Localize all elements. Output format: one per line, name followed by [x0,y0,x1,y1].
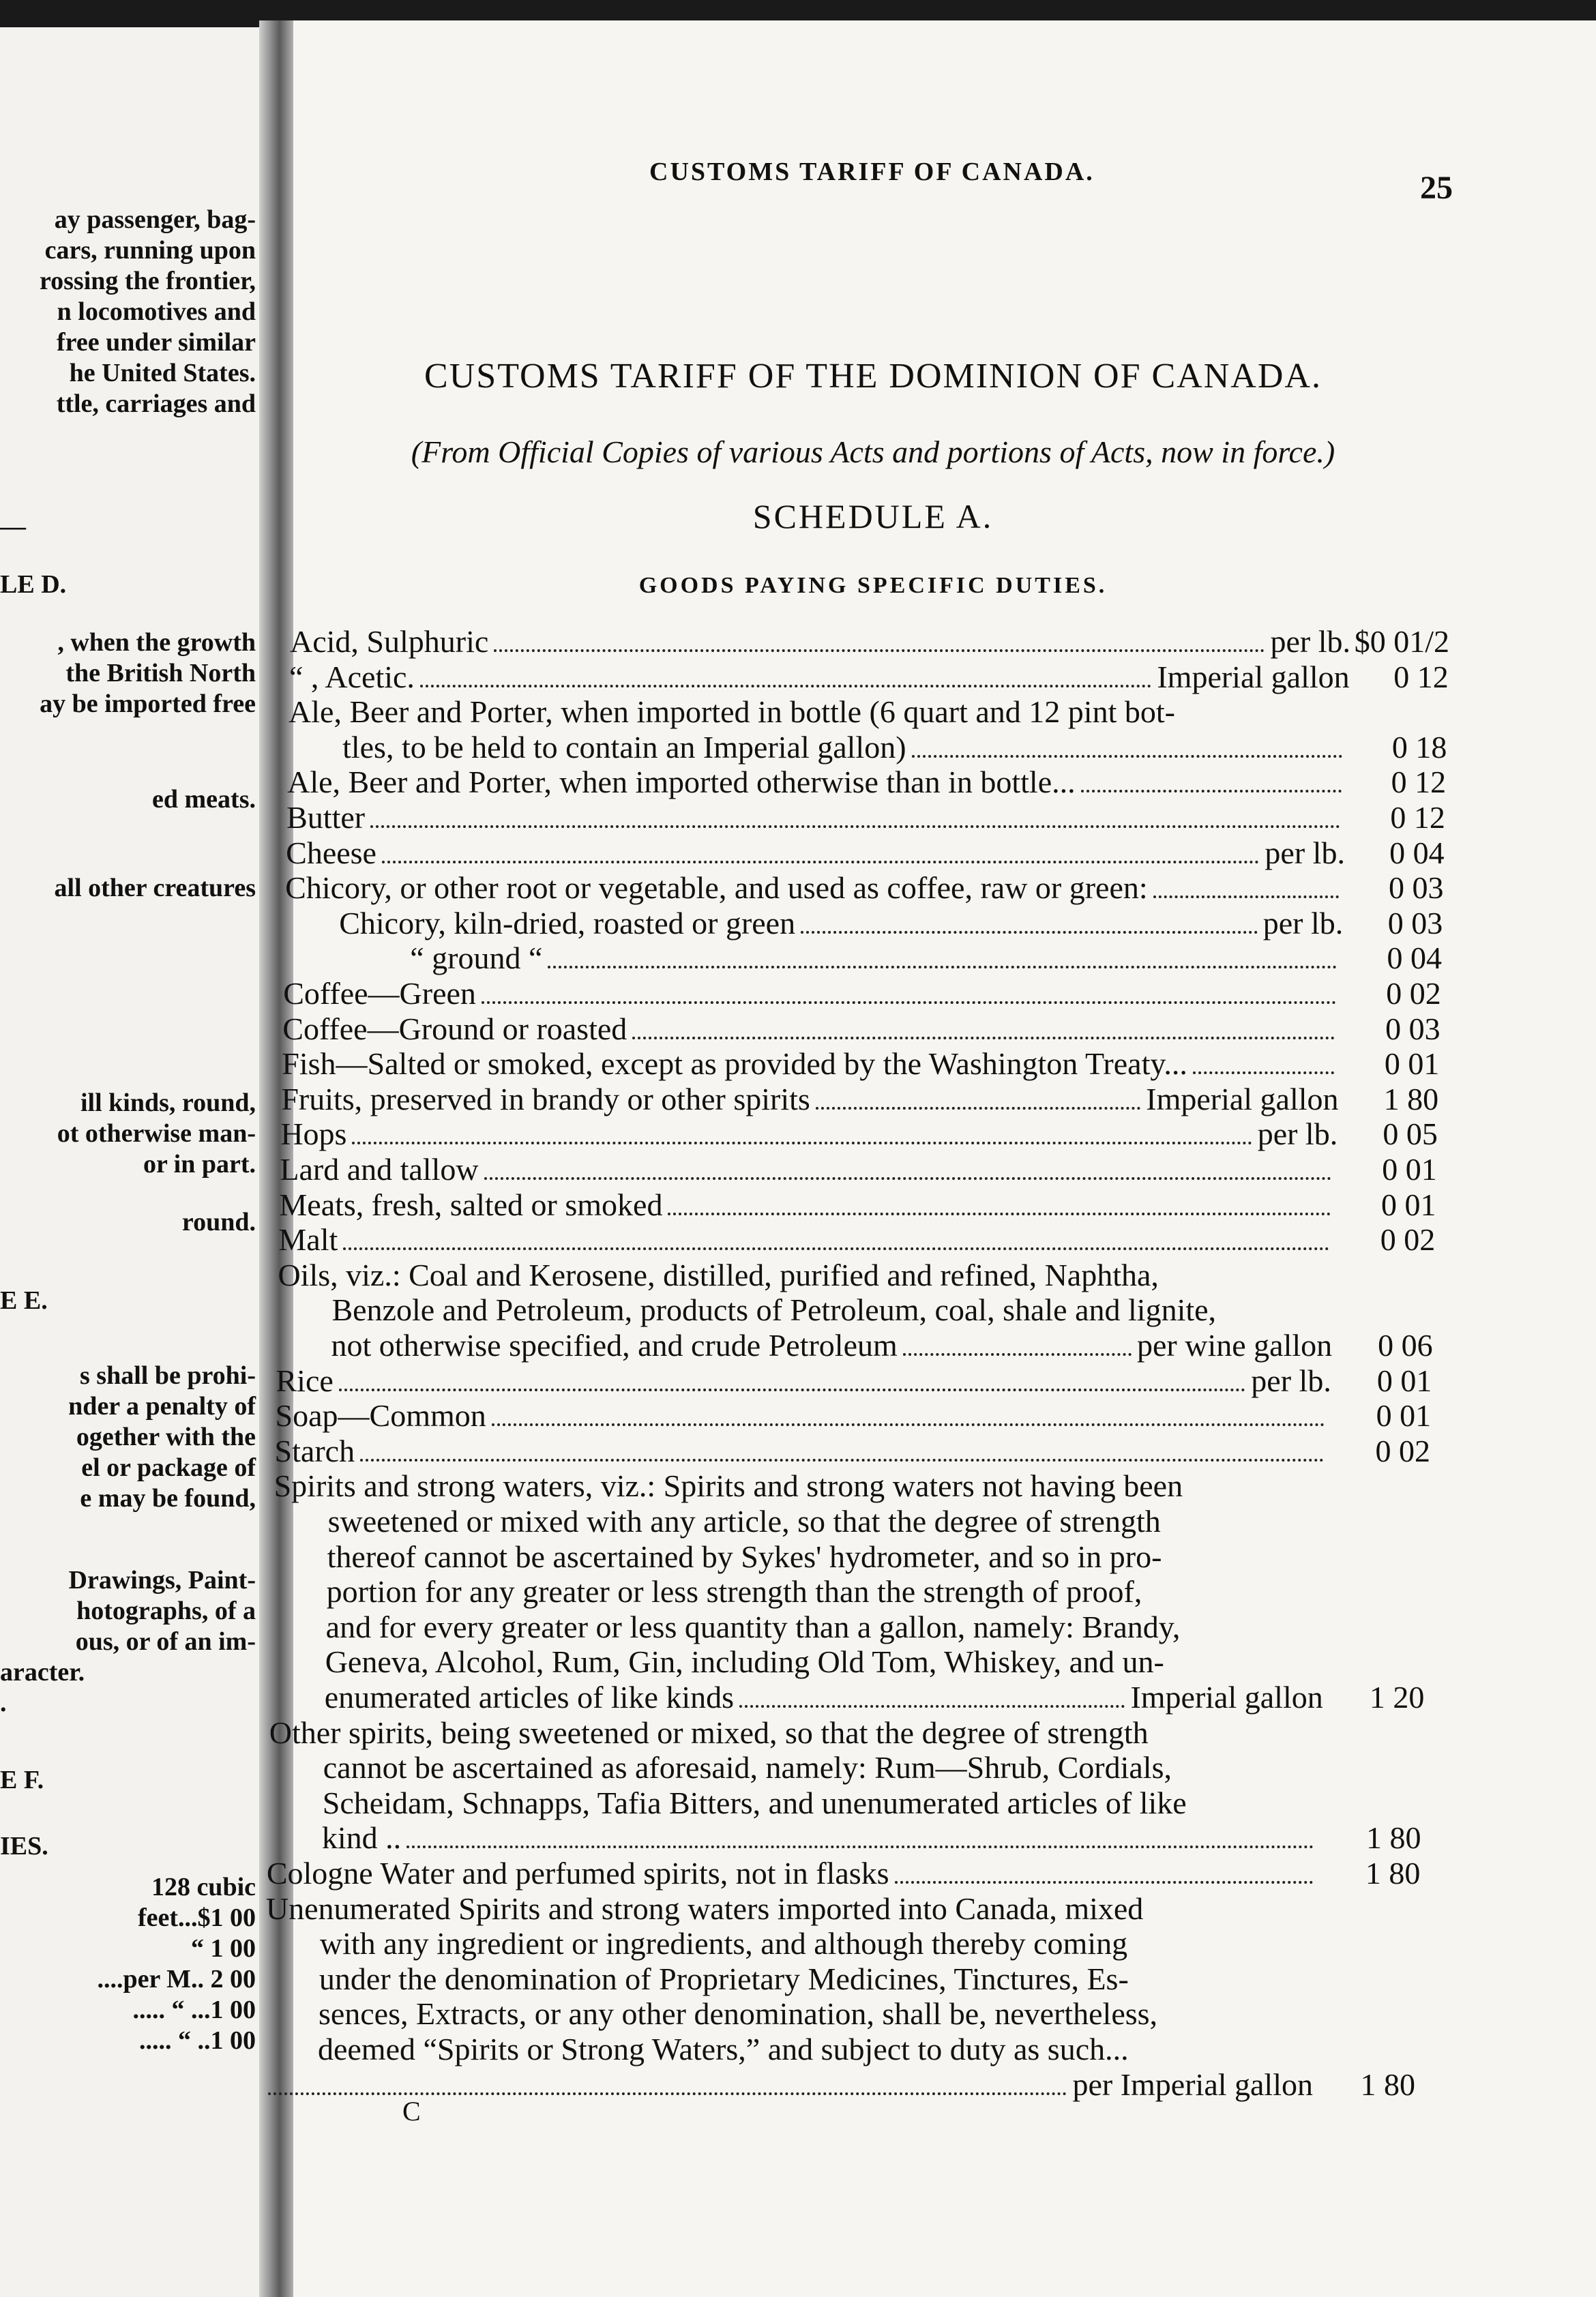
entry-duty: 0 04 [1389,835,1445,870]
entry-text: “ , Acetic. [289,659,415,694]
left-page-line: he United States. [69,359,256,387]
entry-duty: 1 80 [1366,1820,1421,1856]
left-page-line: E F. [0,1766,44,1794]
entry-text: Fish—Salted or smoked, except as provided by the Washington Treaty... [282,1046,1187,1082]
tariff-entry [0,1363,1596,1399]
left-page-line: el or package of [81,1453,256,1482]
entry-text: tles, to be held to contain an Imperial gallon) [342,729,906,765]
tariff-entry [0,1856,1596,1891]
entry-text: “ ground “ [410,940,543,976]
left-page-line: ..... “ ..1 00 [139,2026,256,2055]
entry-description [283,976,1341,1012]
entry-duty: 0 06 [1378,1328,1433,1363]
entry-text: Butter [286,800,366,835]
tariff-entry [0,1468,1596,1504]
tariff-entry [0,1011,1596,1047]
entry-text: Cologne Water and perfumed spirits, not in flasks [266,1856,889,1891]
tariff-entry [0,1891,1596,1927]
entry-duty: 1 20 [1369,1680,1425,1715]
page-title: CUSTOMS TARIFF OF THE DOMINION OF CANADA. [424,357,1322,396]
entry-description [285,870,1344,906]
entry-text: Other spirits, being sweetened or mixed, so that the degree of strength [269,1715,1149,1750]
entry-unit: per Imperial gallon [1072,2066,1313,2102]
tariff-entry [0,1328,1596,1363]
entry-text: Unenumerated Spirits and strong waters imported into Canada, mixed [265,1891,1144,1926]
entry-text: Chicory, kiln-dried, roasted or green [339,905,796,940]
entry-text: Ale, Beer and Porter, when imported otherwise than in bottle... [287,765,1076,800]
entry-description [267,1856,1318,1892]
entry-text: portion for any greater or less strength than the strength of proof, [326,1574,1142,1610]
left-page-line: feet...$1 00 [137,1903,256,1932]
dot-leader [343,1247,1329,1250]
entry-text: Ale, Beer and Porter, when imported in bottle (6 quart and 12 pint bot- [289,694,1175,730]
left-page-line: s shall be prohi- [80,1361,256,1390]
entry-text: Hops [280,1116,347,1152]
entry-unit: per wine gallon [1137,1328,1333,1363]
entry-description [280,1116,1338,1153]
entry-duty: 0 02 [1375,1433,1430,1468]
entry-description [325,1680,1323,1716]
entry-description [286,800,1346,836]
tariff-entry [0,906,1596,941]
dot-leader [801,931,1258,934]
dot-leader [268,2092,1067,2095]
tariff-entry [0,730,1596,765]
left-page-line: ....per M.. 2 00 [97,1965,256,1994]
left-page-line: LE D. [0,570,67,599]
left-page-line: ed meats. [152,785,256,814]
dot-leader [1193,1071,1334,1074]
tariff-entry [0,1820,1596,1856]
entry-duty: 0 01 [1384,1046,1440,1082]
left-page-line: n locomotives and [57,297,256,326]
entry-duty: 0 01 [1382,1152,1437,1187]
entry-duty: 0 03 [1387,905,1443,940]
entry-text: Scheidam, Schnapps, Tafia Bitters, and unenumerated articles of like [322,1785,1187,1820]
left-page-line: all other creatures [54,874,256,902]
entry-description [279,1187,1335,1224]
entry-description [276,1363,1331,1399]
entry-duty: 0 18 [1391,729,1447,765]
dot-leader [632,1037,1335,1039]
dot-leader [492,1423,1325,1426]
entry-description [275,1434,1330,1470]
entry-text: Coffee—Green [283,976,476,1011]
left-page-line: ot otherwise man- [57,1119,256,1148]
entry-description [289,660,1350,696]
tariff-entry [0,1187,1596,1223]
entry-description [282,1011,1340,1048]
left-page-line: 128 cubic [151,1873,256,1901]
entry-duty: 0 03 [1388,870,1444,906]
left-page-line: ill kinds, round, [80,1088,256,1117]
entry-unit: per lb. [1265,835,1345,870]
entry-duty: 0 12 [1391,765,1447,800]
dot-leader [407,1846,1314,1848]
signature-mark: C [402,2096,421,2126]
entry-description [282,1046,1340,1082]
left-page-line: the British North [65,659,256,687]
tariff-entry [0,694,1596,730]
dot-leader [420,685,1151,687]
left-page-line: ogether with the [76,1423,256,1451]
entry-duty: 0 12 [1390,800,1445,835]
tariff-entry [0,1398,1596,1434]
entry-description [280,1152,1337,1188]
entry-text: sences, Extracts, or any other denomination, shall be, nevertheless, [318,1996,1158,2032]
entry-text: Starch [274,1433,355,1468]
entry-text: thereof cannot be ascertained by Sykes' hydrometer, and so in pro- [327,1539,1162,1574]
entry-unit: Imperial gallon [1146,1081,1339,1116]
entry-description [322,1820,1320,1856]
left-page-line: hotographs, of a [76,1597,256,1625]
entry-text: Soap—Common [275,1398,486,1434]
entry-description [281,1082,1338,1118]
entry-unit: per lb. [1270,624,1350,659]
entry-description [290,624,1350,660]
entry-description [342,730,1348,766]
tariff-entry [0,800,1596,835]
tariff-entry [0,940,1596,976]
entry-unit: per lb. [1257,1116,1338,1152]
left-page-line: E E. [0,1286,48,1315]
entry-description [339,906,1343,942]
left-page-line: . [0,1689,7,1717]
entry-text: Meats, fresh, salted or smoked [279,1187,663,1222]
entry-text: sweetened or mixed with any article, so that the degree of strength [327,1504,1161,1539]
dot-leader [382,861,1259,863]
tariff-entry [0,1644,1596,1680]
left-page-line: Drawings, Paint- [68,1566,256,1595]
left-page-line: ous, or of an im- [75,1627,256,1656]
entry-description [410,940,1342,977]
tariff-entry [0,1785,1596,1821]
tariff-entry [0,1082,1596,1117]
tariff-entry [0,624,1596,660]
entry-unit: Imperial gallon [1130,1680,1323,1715]
dot-leader [912,755,1342,758]
tariff-entry [0,1222,1596,1258]
entry-text: Acid, Sulphuric [290,624,489,659]
entry-text: Chicory, or other root or vegetable, and used as coffee, raw or green: [285,870,1148,906]
tariff-entry [0,1539,1596,1575]
left-page-line: ay be imported free [40,690,256,718]
entry-duty: $0 01/2 [1354,624,1449,659]
entry-duty: 1 80 [1365,1856,1421,1891]
entry-duty: 0 04 [1387,940,1443,976]
left-page-line: round. [181,1208,256,1236]
dot-leader [816,1107,1140,1110]
tariff-entry [0,1610,1596,1645]
schedule-heading: SCHEDULE A. [752,497,994,535]
entry-duty: 0 05 [1383,1116,1438,1152]
tariff-entry [0,2067,1596,2103]
entry-description [276,1398,1331,1434]
tariff-entry [0,2032,1596,2067]
dot-leader [494,649,1265,652]
entry-text: deemed “Spirits or Strong Waters,” and subject to duty as such... [317,2032,1129,2066]
entry-text: enumerated articles of like kinds [324,1680,735,1715]
dot-leader [1153,895,1339,898]
entry-text: Spirits and strong waters, viz.: Spirits and strong waters not having been [274,1468,1183,1504]
entry-text: Lard and tallow [280,1152,479,1187]
tariff-entry [0,1750,1596,1785]
tariff-entry [0,835,1596,871]
entry-duty: 0 02 [1380,1222,1436,1258]
tariff-entry [0,660,1596,695]
entry-text: Rice [276,1363,334,1398]
running-head: CUSTOMS TARIFF OF CANADA. [649,158,1095,186]
left-page-line: aracter. [0,1658,85,1687]
entry-text: Cheese [286,835,376,870]
entry-text: not otherwise specified, and crude Petroleum [331,1328,898,1363]
entry-duty: 0 12 [1393,659,1449,694]
tariff-entry [0,1680,1596,1715]
tariff-entry [0,1574,1596,1610]
left-page-line: ttle, carriages and [56,389,256,418]
tariff-entry [0,765,1596,800]
left-page-line: nder a penalty of [68,1392,256,1421]
dot-leader [739,1705,1125,1708]
dot-leader [352,1142,1252,1144]
left-page-line: IES. [0,1832,48,1861]
entry-text: Coffee—Ground or roasted [282,1011,627,1046]
entry-duty: 0 01 [1380,1187,1436,1222]
entry-text: Fruits, preserved in brandy or other spirits [281,1081,810,1116]
entry-duty: 1 80 [1360,2066,1415,2102]
entry-duty: 0 01 [1376,1398,1432,1434]
entry-text: with any ingredient or ingredients, and although thereby coming [319,1926,1128,1961]
dot-leader [370,825,1340,828]
dot-leader [668,1213,1330,1215]
tariff-entry [0,870,1596,906]
entry-duty: 0 02 [1386,976,1441,1011]
entry-text: and for every greater or less quantity than a gallon, namely: Brandy, [325,1609,1181,1644]
entry-description [286,835,1345,872]
left-page-line: , when the growth [57,628,256,657]
tariff-entry [0,1961,1596,1997]
dot-leader [339,1389,1246,1391]
tariff-entry [0,1715,1596,1751]
entry-unit: Imperial gallon [1157,659,1350,694]
section-heading: GOODS PAYING SPECIFIC DUTIES. [638,573,1108,598]
left-page-line: or in part. [143,1150,256,1179]
left-page-line: free under similar [57,328,256,357]
left-page-line: ay passenger, bag- [54,205,256,234]
entry-text: Geneva, Alcohol, Rum, Gin, including Old Tom, Whiskey, and un- [325,1644,1164,1680]
tariff-entry [0,1926,1596,1961]
dot-leader [903,1353,1132,1356]
entry-duty: 0 01 [1376,1363,1432,1398]
left-page-line: cars, running upon [44,236,256,265]
entry-description [331,1328,1332,1364]
entry-description [278,1222,1335,1258]
left-page-line: rossing the frontier, [39,267,256,295]
tariff-entry [0,1046,1596,1082]
entry-description [287,765,1347,801]
left-page-line: — [0,512,26,541]
dot-leader [360,1459,1324,1462]
dot-leader [484,1177,1331,1180]
entry-unit: per lb. [1251,1363,1331,1398]
tariff-entry [0,1116,1596,1152]
tariff-entry [0,1258,1596,1293]
entry-text: Malt [278,1222,338,1258]
entry-text: kind .. [321,1820,402,1856]
page-subtitle: (From Official Copies of various Acts and portions of Acts, now in force.) [411,434,1335,469]
entry-text: under the denomination of Proprietary Medicines, Tinctures, Es- [319,1961,1129,1996]
tariff-entry [0,976,1596,1011]
page-number: 25 [1420,170,1453,206]
dot-leader [548,966,1337,968]
tariff-entry [0,1292,1596,1328]
left-page-line: e may be found, [80,1484,256,1513]
tariff-entry [0,1434,1596,1469]
dot-leader [895,1881,1313,1884]
entry-text: Oils, viz.: Coal and Kerosene, distilled, purified and refined, Naphtha, [278,1257,1159,1292]
entry-unit: per lb. [1262,905,1344,940]
entry-text: Benzole and Petroleum, products of Petroleum, coal, shale and lignite, [331,1292,1217,1328]
tariff-entry [0,1504,1596,1539]
tariff-entry [0,1996,1596,2032]
dot-leader [482,1001,1336,1004]
left-page-line: ..... “ ...1 00 [132,1996,256,2024]
entry-duty: 1 80 [1383,1081,1439,1116]
entry-text: cannot be ascertained as aforesaid, namely: Rum—Shrub, Cordials, [323,1750,1172,1785]
left-page-line: “ 1 00 [191,1934,256,1963]
tariff-entry [0,1152,1596,1187]
dot-leader [1081,790,1342,792]
entry-duty: 0 03 [1385,1011,1440,1046]
